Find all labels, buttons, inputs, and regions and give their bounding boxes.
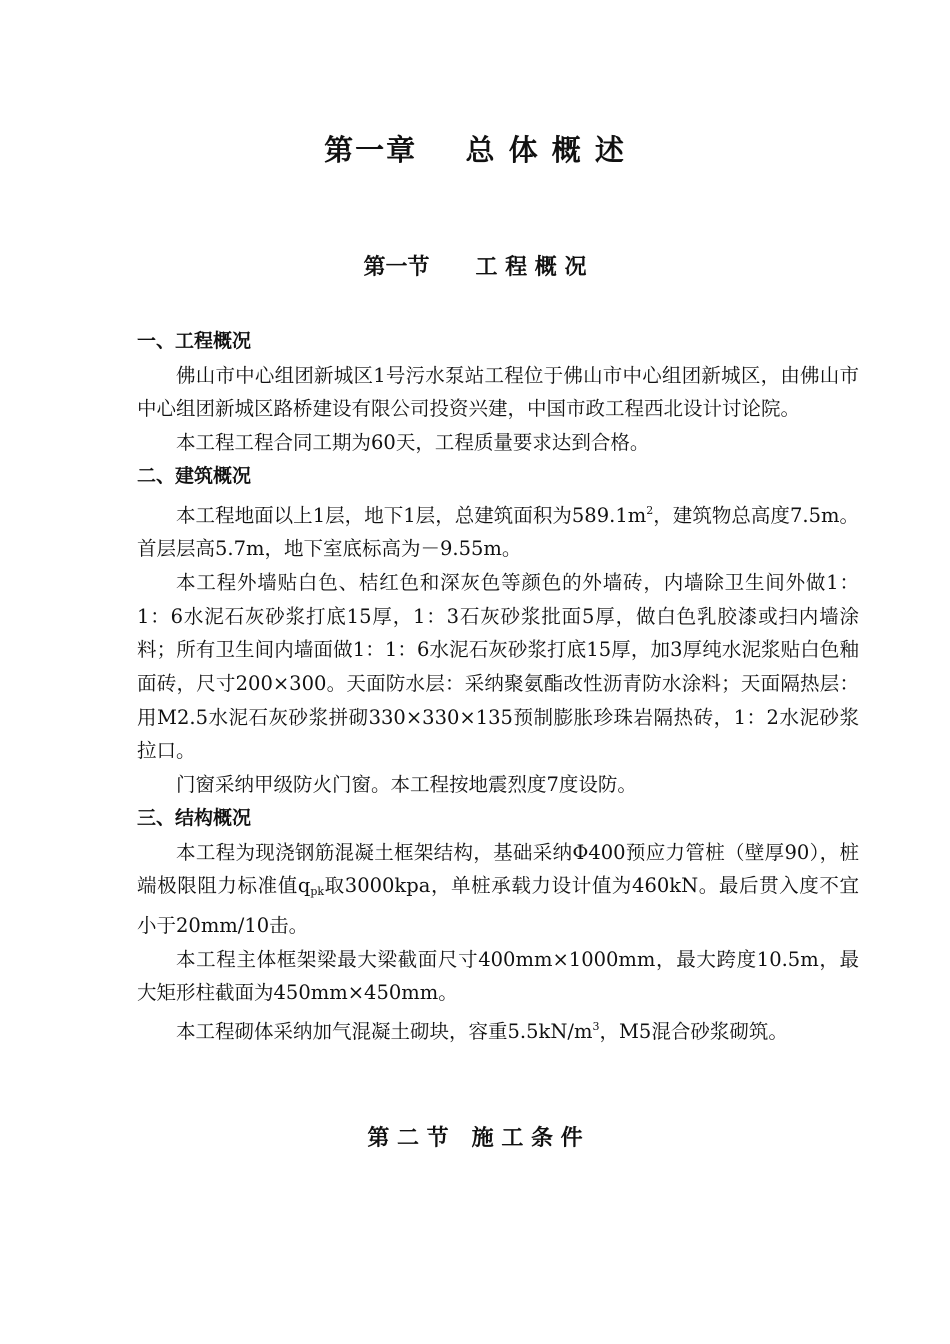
- paragraph: 本工程工程合同工期为60天，工程质量要求达到合格。: [176, 431, 650, 455]
- section-title-project-overview: 第一节 工 程 概 况: [363, 255, 587, 280]
- chapter-title: 第一章 总 体 概 述: [324, 133, 626, 167]
- paragraph: 本工程外墙贴白色、桔红色和深灰色等颜色的外墙砖，内墙除卫生间外做1：1：6水泥石灰砂浆打底15厚，1：3石灰砂浆批面5厚，做白色乳胶漆或扫内墙涂料；所有卫生间内墙面做1：1：6水泥石灰砂浆打底15厚，加3厚纯水泥浆贴白色釉面砖，尺寸200×300。天面防水层：采纳聚氨酯改性沥青防水涂料；天面隔热层：用M2.5水泥石灰砂浆拼砌330×330×135预制膨胀珍珠岩隔热砖，1：2水泥砂浆拉口。: [137, 570, 859, 763]
- paragraph: 门窗采纳甲级防火门窗。本工程按地震烈度7度设防。: [176, 773, 637, 797]
- section-body: [137, 325, 859, 1049]
- superscript: 3: [592, 1020, 600, 1034]
- text-run: 本工程地面以上1层，地下1层，总建筑面积为589.1m: [176, 503, 647, 527]
- heading-structure-overview: 三、结构概况: [137, 806, 252, 829]
- text-run: 取3000kpa，单桩承载力设计值为460kN。最后贯入度不宜小于20mm/10击。: [137, 874, 860, 937]
- superscript: 2: [646, 503, 654, 517]
- paragraph: 佛山市中心组团新城区1号污水泵站工程位于佛山市中心组团新城区，由佛山市中心组团新城区路桥建设有限公司投资兴建，中国市政工程西北设计讨论院。: [137, 363, 859, 421]
- text-run: ，建筑物总高度7.5m。首层层高5.7m，地下室底标高为－9.55m。: [137, 503, 859, 561]
- text-run: 本工程砌体采纳加气混凝土砌块，容重5.5kN/m: [176, 1020, 593, 1044]
- text-run: ，M5混合砂浆砌筑。: [599, 1020, 788, 1044]
- text-run: 本工程为现浇钢筋混凝土框架结构，基础采纳Φ400预应力管桩（壁厚90），桩端极限阻力标准值q: [137, 840, 859, 898]
- paragraph: 本工程主体框架梁最大梁截面尺寸400mm×1000mm，最大跨度10.5m，最大矩形柱截面为450mm×450mm。: [137, 947, 859, 1005]
- heading-project-overview: 一、工程概况: [137, 330, 252, 352]
- paragraph: [137, 494, 859, 566]
- paragraph: [137, 1010, 859, 1049]
- section-title-construction-conditions: 第 二 节 施 工 条 件: [367, 1126, 583, 1151]
- heading-building-overview: 二、建筑概况: [137, 464, 252, 487]
- subscript: pk: [310, 885, 325, 899]
- paragraph: [137, 836, 859, 943]
